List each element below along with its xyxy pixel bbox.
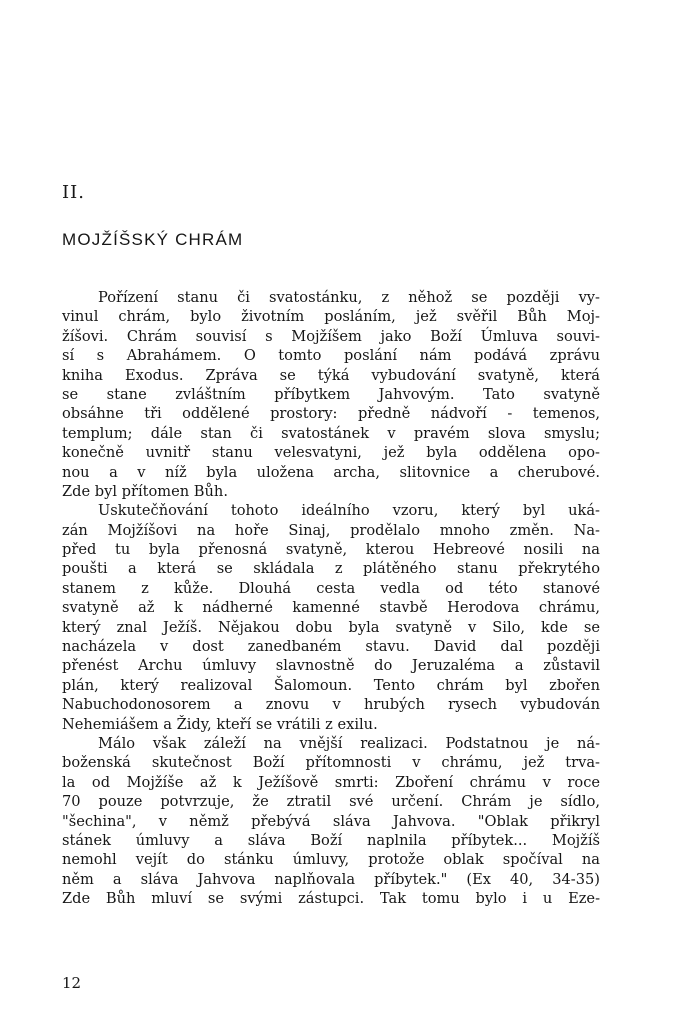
text-line: Nehemiášem a Židy, kteří se vrátili z exilu. bbox=[62, 715, 378, 733]
body-text bbox=[62, 288, 600, 909]
text-line: Zde byl přítomen Bůh. bbox=[62, 482, 228, 500]
text-line: konečně uvnitř stanu velesvatyni, jež byla oddělena opo- bbox=[62, 444, 600, 462]
text-line: nemohl vejít do stánku úmluvy, protože oblak spočíval na bbox=[62, 851, 600, 869]
text-line: zán Mojžíšovi na hoře Sinaj, prodělalo mnoho změn. Na- bbox=[62, 521, 600, 539]
text-line: Nabuchodonosorem a znovu v hrubých rysech vybudován bbox=[62, 696, 600, 714]
text-line: Uskutečňování tohoto ideálního vzoru, který byl uká- bbox=[98, 502, 600, 520]
text-line: Pořízení stanu či svatostánku, z něhož se později vy- bbox=[98, 289, 600, 306]
text-line: stánek úmluvy a sláva Boží naplnila příbytek... Mojžíš bbox=[62, 831, 600, 849]
text-line: boženská skutečnost Boží přítomnosti v chrámu, jež trva- bbox=[62, 754, 600, 772]
chapter-title: MOJŽÍŠSKÝ CHRÁM bbox=[62, 230, 244, 249]
text-line: Málo však záleží na vnější realizaci. Podstatnou je ná- bbox=[98, 734, 600, 752]
text-line: nacházela v dost zanedbaném stavu. David dal později bbox=[62, 638, 600, 656]
text-line: před tu byla přenosná svatyně, kterou Hebreové nosili na bbox=[62, 541, 600, 559]
page-number: 12 bbox=[62, 974, 82, 992]
text-line: plán, který realizoval Šalomoun. Tento chrám byl zbořen bbox=[62, 676, 600, 694]
text-line: 70 pouze potvrzuje, že ztratil své určení. Chrám je sídlo, bbox=[62, 793, 600, 811]
text-line: se stane zvláštním příbytkem Jahvovým. Tato svatyně bbox=[62, 385, 600, 403]
text-line: který znal Ježíš. Nějakou dobu byla svatyně v Silo, kde se bbox=[62, 618, 600, 636]
text-line: obsáhne tři oddělené prostory: předně nádvoří - temenos, bbox=[62, 405, 600, 423]
text-line: templum; dále stan či svatostánek v pravém slova smyslu; bbox=[62, 424, 600, 442]
text-line: přenést Archu úmluvy slavnostně do Jeruzaléma a zůstavil bbox=[62, 657, 600, 675]
chapter-number: II. bbox=[62, 182, 85, 203]
text-line: vinul chrám, bylo životním posláním, jež svěřil Bůh Moj- bbox=[62, 308, 600, 326]
text-line: kniha Exodus. Zpráva se týká vybudování svatyně, která bbox=[62, 366, 600, 384]
text-line: stanem z kůže. Dlouhá cesta vedla od této stanové bbox=[62, 579, 600, 597]
text-line: "šechina", v němž přebývá sláva Jahvova. "Oblak přikryl bbox=[62, 812, 600, 830]
text-line: sí s Abrahámem. O tomto poslání nám podává zprávu bbox=[62, 347, 600, 365]
text-line: Zde Bůh mluví se svými zástupci. Tak tomu bylo i u Eze- bbox=[62, 890, 600, 908]
text-line: nou a v níž byla uložena archa, slitovnice a cherubové. bbox=[62, 463, 600, 481]
text-line: něm a sláva Jahvova naplňovala příbytek." (Ex 40, 34-35) bbox=[62, 870, 600, 888]
text-line: žíšovi. Chrám souvisí s Mojžíšem jako Boží Úmluva souvi- bbox=[62, 327, 600, 345]
text-line: la od Mojžíše až k Ježíšově smrti: Zboření chrámu v roce bbox=[62, 773, 600, 791]
text-line: poušti a která se skládala z plátěného stanu překrytého bbox=[62, 560, 600, 578]
text-line: svatyně až k nádherné kamenné stavbě Herodova chrámu, bbox=[62, 599, 600, 617]
